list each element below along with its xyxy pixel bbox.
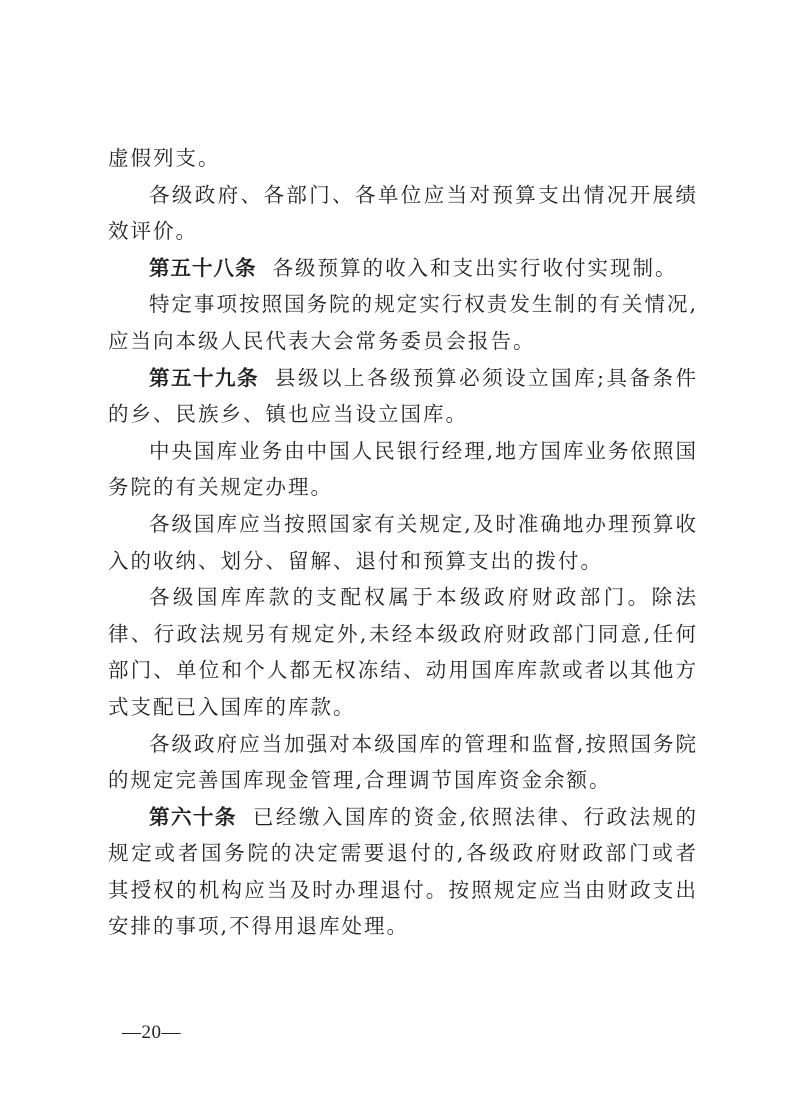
page-number: —20— bbox=[122, 1022, 181, 1043]
paragraph-text: 虚假列支。 bbox=[108, 146, 221, 170]
article-60 bbox=[108, 799, 698, 945]
article-58 bbox=[108, 250, 698, 287]
paragraph bbox=[108, 286, 698, 359]
paragraph-text: 各级国库应当按照国家有关规定,及时准确地办理预算收入的收纳、划分、留解、退付和预算支出的拨付。 bbox=[108, 511, 698, 573]
document-body bbox=[108, 140, 698, 945]
paragraph-text: 各级政府、各部门、各单位应当对预算支出情况开展绩效评价。 bbox=[108, 182, 698, 244]
paragraph bbox=[108, 177, 698, 250]
paragraph-continuation bbox=[108, 140, 698, 177]
article-number: 第五十九条 bbox=[149, 365, 260, 390]
paragraph bbox=[108, 433, 698, 506]
paragraph-text: 中央国库业务由中国人民银行经理,地方国库业务依照国务院的有关规定办理。 bbox=[108, 438, 698, 500]
paragraph-text: 县级以上各级预算必须设立国库;具备条件的乡、民族乡、镇也应当设立国库。 bbox=[108, 365, 699, 427]
paragraph bbox=[108, 726, 698, 799]
article-number: 第五十八条 bbox=[149, 255, 257, 280]
paragraph-text: 特定事项按照国务院的规定实行权责发生制的有关情况,应当向本级人民代表大会常务委员会报告。 bbox=[108, 292, 698, 353]
paragraph bbox=[108, 506, 698, 579]
article-59 bbox=[108, 360, 698, 433]
paragraph-text: 各级政府应当加强对本级国库的管理和监督,按照国务院的规定完善国库现金管理,合理调节国库资金余额。 bbox=[108, 731, 698, 793]
article-number: 第六十条 bbox=[149, 804, 237, 829]
paragraph bbox=[108, 579, 698, 725]
paragraph-text: 各级国库库款的支配权属于本级政府财政部门。除法律、行政法规另有规定外,未经本级政府财政部门同意,任何部门、单位和个人都无权冻结、动用国库库款或者以其他方式支配已入国库的库款。 bbox=[108, 585, 698, 719]
paragraph-text: 各级预算的收入和支出实行收付实现制。 bbox=[272, 255, 678, 280]
paragraph-text: 已经缴入国库的资金,依照法律、行政法规的规定或者国务院的决定需要退付的,各级政府财政部门或者其授权的机构应当及时办理退付。按照规定应当由财政支出安排的事项,不得用退库处理。 bbox=[108, 804, 699, 939]
